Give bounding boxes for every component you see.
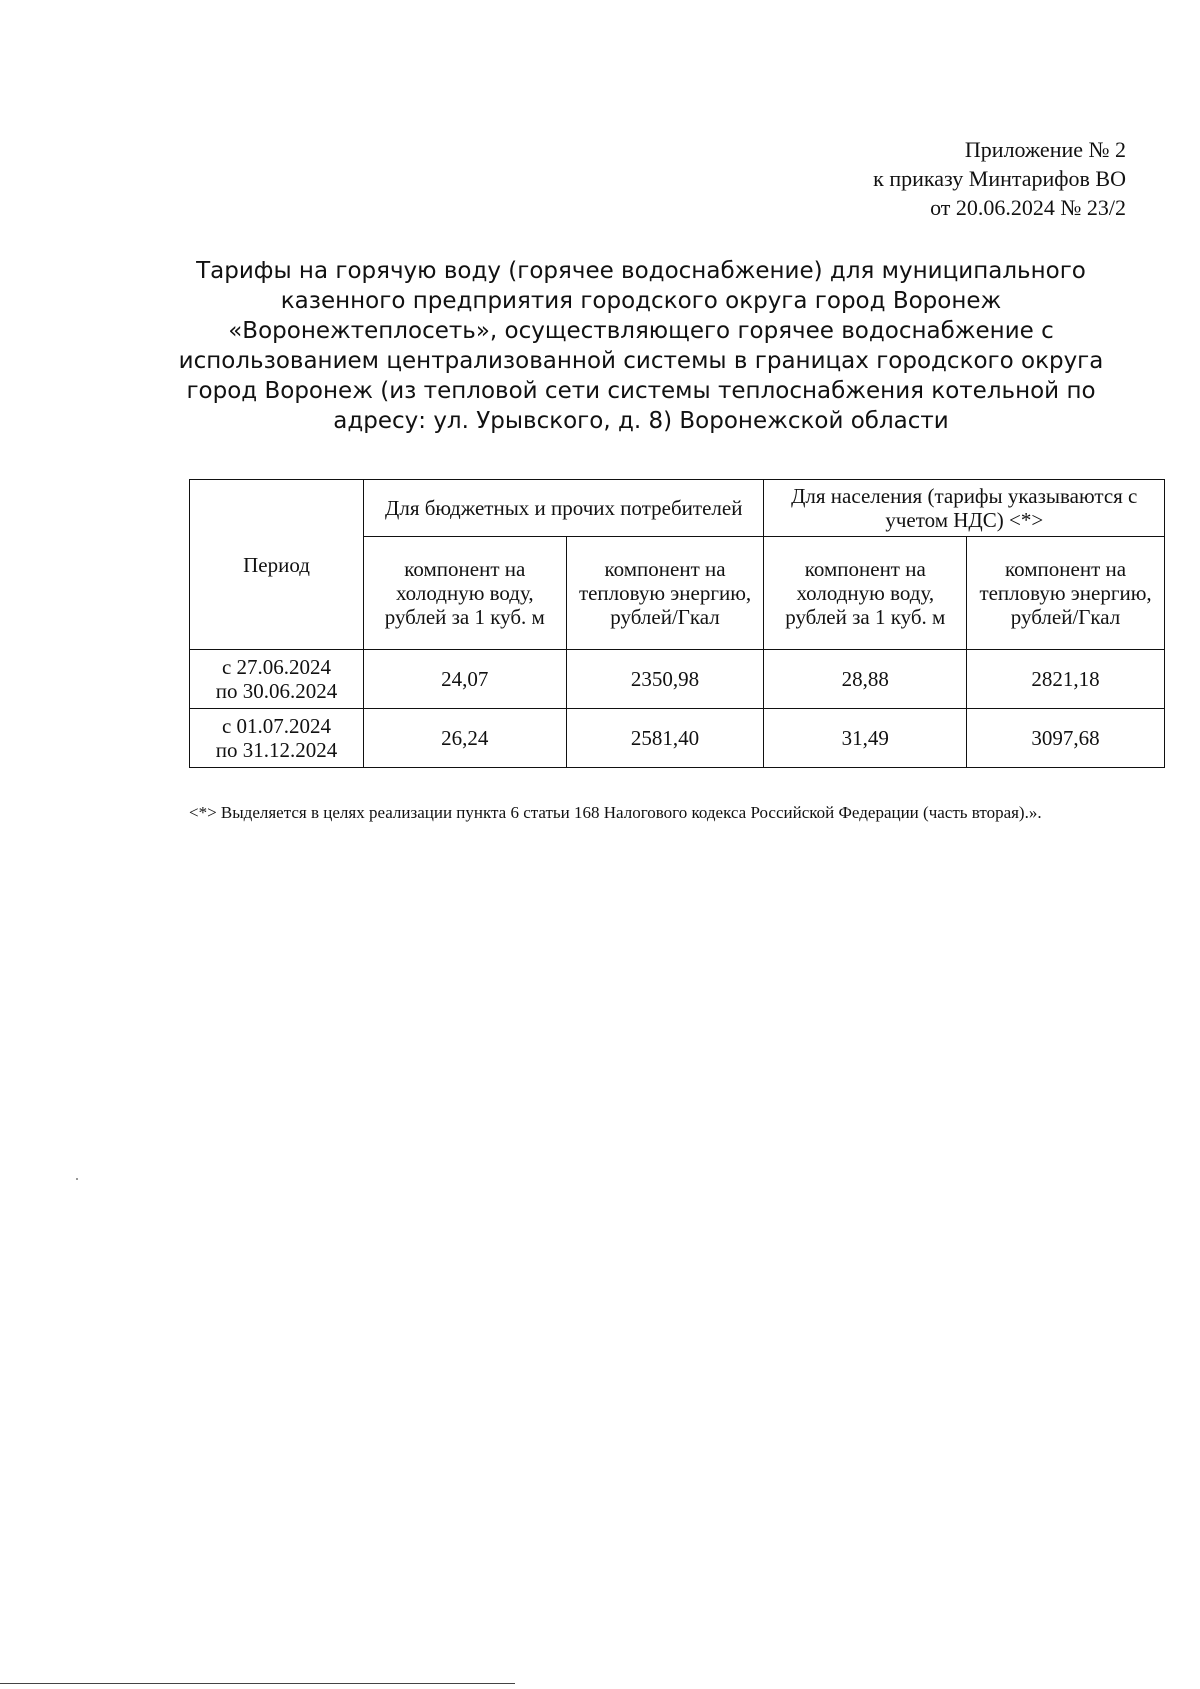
appendix-number: Приложение № 2 bbox=[964, 137, 1126, 162]
appendix-reference bbox=[873, 135, 1126, 222]
population-cold-value: 31,49 bbox=[764, 709, 967, 768]
title-line: город Воронеж (из тепловой сети системы теплоснабжения котельной по bbox=[186, 378, 1096, 404]
period-from: с 27.06.2024 bbox=[221, 655, 332, 679]
period-cell bbox=[190, 709, 364, 768]
period-to: по 31.12.2024 bbox=[215, 738, 338, 762]
appendix-order: к приказу Минтарифов ВО bbox=[873, 166, 1126, 191]
population-group-header: Для населения (тарифы указываются с учетом НДС) <*> bbox=[764, 480, 1165, 537]
budget-cold-value: 26,24 bbox=[364, 709, 567, 768]
budget-heat-header: компонент на тепловую энергию, рублей/Гкал bbox=[566, 537, 764, 650]
appendix-date: от 20.06.2024 № 23/2 bbox=[930, 195, 1126, 220]
scan-edge-line bbox=[0, 1683, 515, 1684]
document-title bbox=[160, 256, 1122, 436]
table-row bbox=[190, 650, 1165, 709]
footnote: <*> Выделяется в целях реализации пункта 6 статьи 168 Налогового кодекса Российской Федерации (часть вторая).». bbox=[189, 803, 1042, 822]
budget-cold-value: 24,07 bbox=[364, 650, 567, 709]
budget-cold-header: компонент на холодную воду, рублей за 1 куб. м bbox=[364, 537, 567, 650]
population-cold-header: компонент на холодную воду, рублей за 1 куб. м bbox=[764, 537, 967, 650]
title-line: адресу: ул. Урывского, д. 8) Воронежской области bbox=[333, 408, 949, 434]
period-to: по 30.06.2024 bbox=[215, 679, 338, 703]
population-cold-value: 28,88 bbox=[764, 650, 967, 709]
title-line: «Воронежтеплосеть», осуществляющего горячее водоснабжение с bbox=[228, 318, 1054, 344]
budget-group-header: Для бюджетных и прочих потребителей bbox=[364, 480, 764, 537]
scan-speck bbox=[76, 1178, 78, 1180]
period-from: с 01.07.2024 bbox=[221, 714, 332, 738]
population-heat-value: 2821,18 bbox=[967, 650, 1165, 709]
population-heat-header: компонент на тепловую энергию, рублей/Гкал bbox=[967, 537, 1165, 650]
period-cell bbox=[190, 650, 364, 709]
title-line: Тарифы на горячую воду (горячее водоснабжение) для муниципального bbox=[196, 258, 1086, 284]
title-line: казенного предприятия городского округа город Воронеж bbox=[280, 288, 1002, 314]
population-heat-value: 3097,68 bbox=[967, 709, 1165, 768]
budget-heat-value: 2581,40 bbox=[566, 709, 764, 768]
table-row bbox=[190, 709, 1165, 768]
budget-heat-value: 2350,98 bbox=[566, 650, 764, 709]
title-line: использованием централизованной системы в границах городского округа bbox=[178, 348, 1104, 374]
tariff-table bbox=[189, 479, 1165, 768]
period-header: Период bbox=[190, 480, 364, 650]
